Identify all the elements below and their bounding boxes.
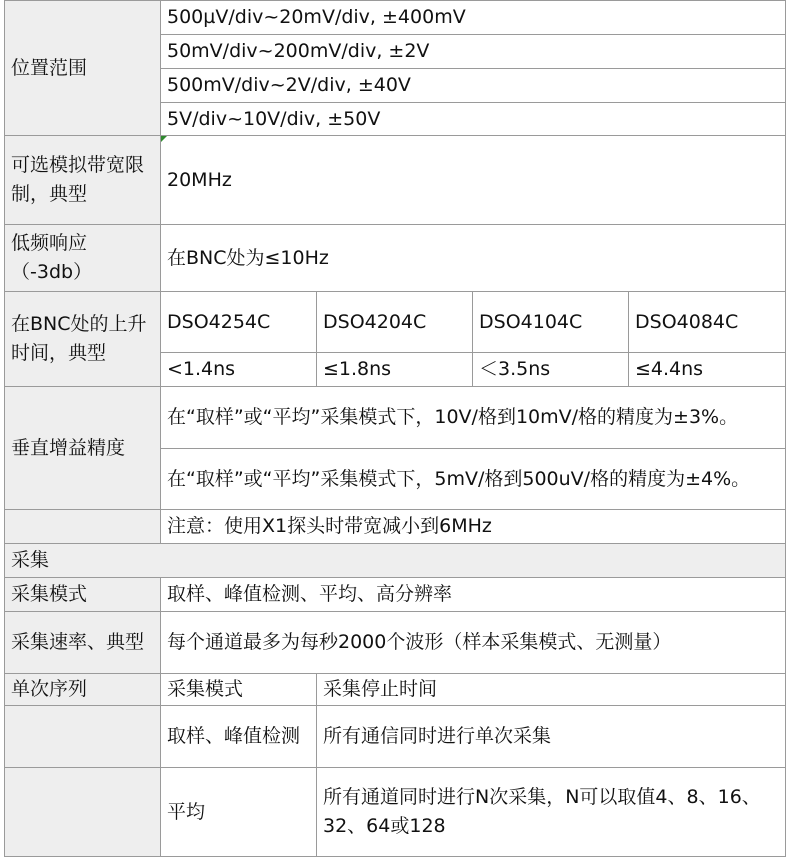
single-sequence-col-mode: 采集模式 xyxy=(160,673,317,706)
acquisition-mode-label: 采集模式 xyxy=(4,577,161,612)
single-sequence-spacer xyxy=(4,705,161,768)
position-range-row: 50mV/div~200mV/div, ±2V xyxy=(160,34,786,69)
rise-time-value: <1.4ns xyxy=(160,352,317,387)
rise-time-model: DSO4254C xyxy=(160,291,317,353)
gain-accuracy-line: 在“取样”或“平均”采集模式下，10V/格到10mV/格的精度为±3%。 xyxy=(160,386,786,449)
rise-time-label: 在BNC处的上升时间，典型 xyxy=(4,291,161,387)
bandwidth-limit-value: 20MHz xyxy=(160,135,786,225)
rise-time-value: ≤4.4ns xyxy=(628,352,786,387)
low-freq-label: 低频响应（-3db） xyxy=(4,224,161,292)
low-freq-value: 在BNC处为≤10Hz xyxy=(160,224,786,292)
single-sequence-row2-mode: 平均 xyxy=(160,767,317,857)
gain-accuracy-line: 在“取样”或“平均”采集模式下，5mV/格到500uV/格的精度为±4%。 xyxy=(160,448,786,510)
rise-time-value: ＜3.5ns xyxy=(472,352,629,387)
acquisition-section-header: 采集 xyxy=(4,543,786,578)
single-sequence-row2-stop: 所有通道同时进行N次采集，N可以取值4、8、16、32、64或128 xyxy=(316,767,786,857)
rise-time-value: ≤1.8ns xyxy=(316,352,473,387)
acquisition-rate-value: 每个通道最多为每秒2000个波形（样本采集模式、无测量） xyxy=(160,611,786,674)
single-sequence-spacer xyxy=(4,767,161,857)
gain-accuracy-note-spacer xyxy=(4,509,161,544)
cell-marker xyxy=(161,136,167,142)
gain-accuracy-note: 注意：使用X1探头时带宽减小到6MHz xyxy=(160,509,786,544)
acquisition-rate-label: 采集速率、典型 xyxy=(4,611,161,674)
rise-time-model: DSO4104C xyxy=(472,291,629,353)
single-sequence-row1-stop: 所有通信同时进行单次采集 xyxy=(316,705,786,768)
position-range-label: 位置范围 xyxy=(4,0,161,136)
rise-time-model: DSO4204C xyxy=(316,291,473,353)
position-range-row: 500mV/div~2V/div, ±40V xyxy=(160,68,786,103)
single-sequence-row1-mode: 取样、峰值检测 xyxy=(160,705,317,768)
acquisition-mode-value: 取样、峰值检测、平均、高分辨率 xyxy=(160,577,786,612)
rise-time-model: DSO4084C xyxy=(628,291,786,353)
single-sequence-label: 单次序列 xyxy=(4,673,161,706)
position-range-row: 5V/div~10V/div, ±50V xyxy=(160,102,786,136)
bandwidth-limit-label: 可选模拟带宽限制，典型 xyxy=(4,135,161,225)
single-sequence-col-stop: 采集停止时间 xyxy=(316,673,786,706)
gain-accuracy-label: 垂直增益精度 xyxy=(4,386,161,510)
position-range-row: 500µV/div~20mV/div, ±400mV xyxy=(160,0,786,35)
